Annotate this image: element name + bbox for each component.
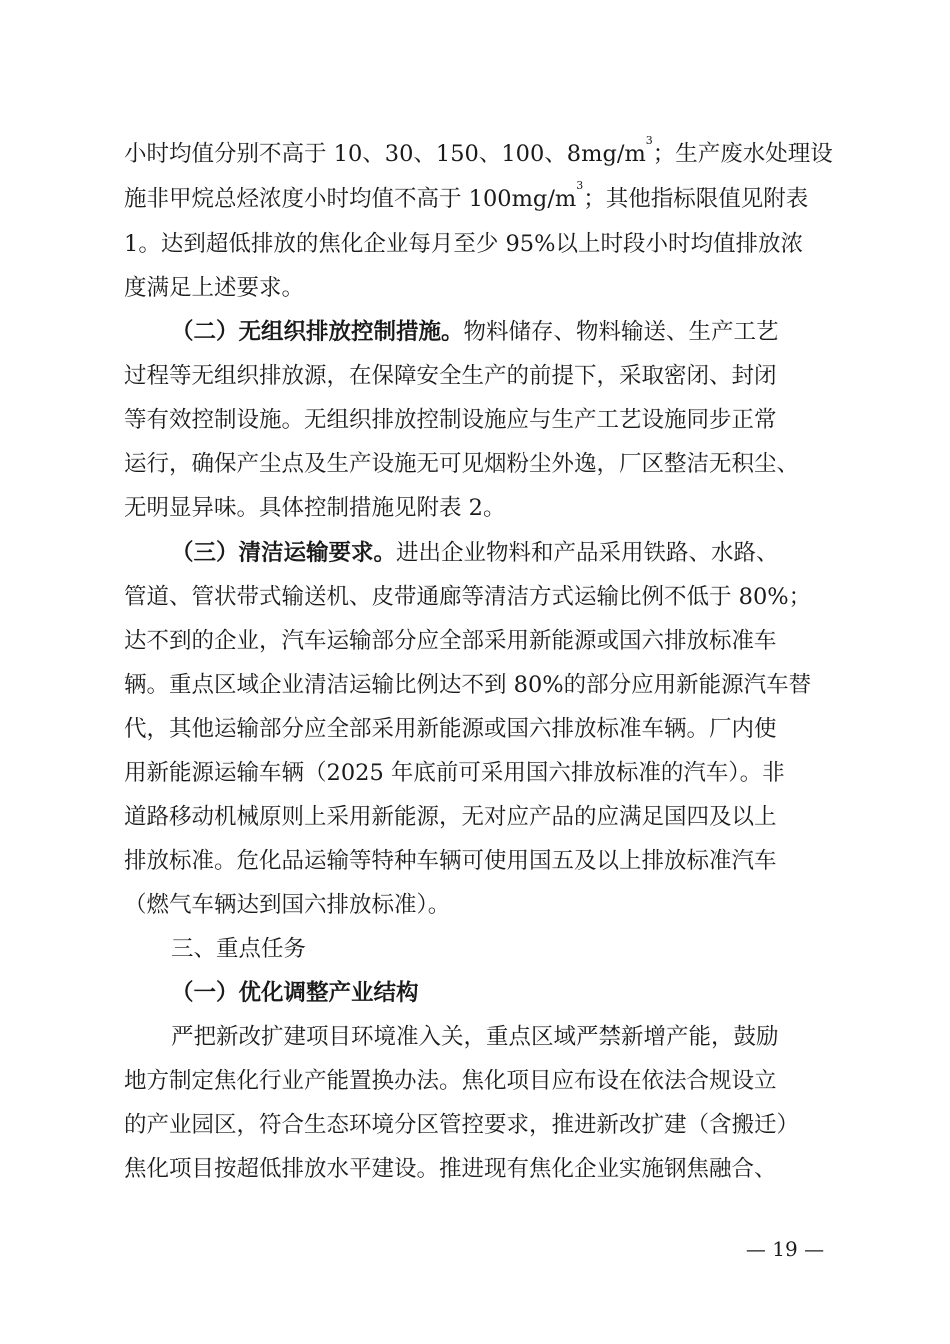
subsection-heading: （一）优化调整产业结构: [171, 980, 419, 1006]
page-number: — 19 —: [745, 1237, 825, 1261]
body-text-line: 运行，确保产尘点及生产设施无可见烟粉尘外逸，厂区整洁无积尘、: [124, 451, 800, 477]
text-segment: ；生产废水处理设: [652, 141, 833, 167]
body-text-line: 度满足上述要求。: [124, 275, 305, 301]
body-text-line: 道路移动机械原则上采用新能源，无对应产品的应满足国四及以上: [124, 804, 777, 830]
body-text-line: 无明显异味。具体控制措施见附表 2。: [124, 495, 506, 521]
section-title: （三）清洁运输要求。: [171, 540, 397, 566]
body-text-line: [0, 175, 950, 223]
body-text-line: 辆。重点区域企业清洁运输比例达不到 80%的部分应用新能源汽车替: [124, 672, 812, 698]
section-heading-line: [0, 308, 950, 356]
body-text-line: 等有效控制设施。无组织排放控制设施应与生产工艺设施同步正常: [124, 407, 777, 433]
section-heading-line: [0, 529, 950, 577]
body-text-line: 过程等无组织排放源，在保障安全生产的前提下，采取密闭、封闭: [124, 363, 777, 389]
superscript: 3: [576, 179, 584, 192]
body-text-line: 达不到的企业，汽车运输部分应全部采用新能源或国六排放标准车: [124, 628, 777, 654]
superscript: 3: [645, 134, 653, 147]
text-segment: 施非甲烷总烃浓度小时均值不高于 100mg/m: [124, 186, 577, 212]
body-text-line: 管道、管状带式输送机、皮带通廊等清洁方式运输比例不低于 80%；: [124, 584, 812, 610]
text-segment: 小时均值分别不高于 10、30、150、100、8mg/m: [124, 141, 646, 167]
text-segment: 物料储存、物料输送、生产工艺: [463, 319, 779, 345]
body-text-line: 用新能源运输车辆（2025 年底前可采用国六排放标准的汽车）。非: [124, 760, 785, 786]
section-title: （二）无组织排放控制措施。: [171, 319, 464, 345]
body-text-line: 严把新改扩建项目环境准入关，重点区域严禁新增产能，鼓励: [171, 1024, 779, 1050]
text-segment: ；其他指标限值见附表: [583, 186, 809, 212]
body-text-line: 排放标准。危化品运输等特种车辆可使用国五及以上排放标准汽车: [124, 848, 777, 874]
body-text-line: 地方制定焦化行业产能置换办法。焦化项目应布设在依法合规设立: [124, 1068, 777, 1094]
text-segment: 进出企业物料和产品采用铁路、水路、: [396, 540, 779, 566]
body-text-line: 的产业园区，符合生态环境分区管控要求，推进新改扩建（含搬迁）: [124, 1112, 800, 1138]
body-text-line: （燃气车辆达到国六排放标准）。: [124, 892, 451, 918]
body-text-line: 焦化项目按超低排放水平建设。推进现有焦化企业实施钢焦融合、: [124, 1156, 777, 1182]
body-text-line: [0, 130, 950, 178]
chapter-heading: 三、重点任务: [171, 936, 307, 962]
body-text-line: 1。达到超低排放的焦化企业每月至少 95%以上时段小时均值排放浓: [124, 231, 803, 257]
body-text-line: 代，其他运输部分应全部采用新能源或国六排放标准车辆。厂内使: [124, 716, 777, 742]
